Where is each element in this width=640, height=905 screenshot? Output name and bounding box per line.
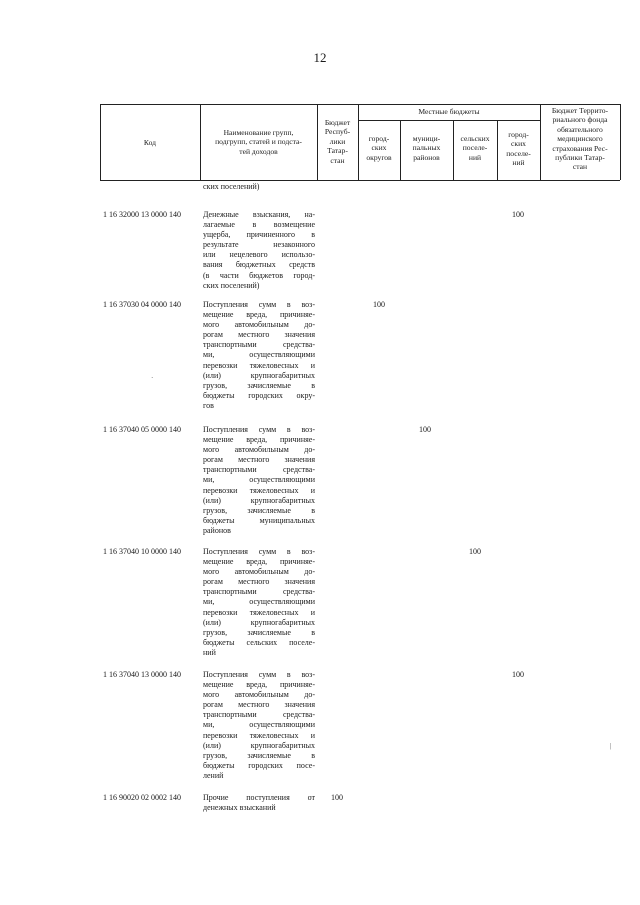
- scan-mark: ·: [151, 374, 154, 382]
- continuation-text: ских поселений): [203, 182, 260, 191]
- header-local-budgets: Местные бюджеты: [418, 107, 480, 116]
- header-code: Код: [143, 138, 157, 147]
- row-name: Прочие поступления от денежных взысканий: [203, 793, 315, 813]
- row-value-urban-settlements: 100: [512, 210, 524, 219]
- row-value-urban-settlements: 100: [512, 670, 524, 679]
- header-municipal-districts: муници- пальных районов: [412, 134, 441, 162]
- row-name: Поступления сумм в воз- мещение вреда, причиняе- мого автомобильным до- рогам местного значения транспортными средства- ми, осуществляющими перевозки тяжеловесных и (или) крупногабаритных грузов, зачисляемые в бюджеты городских окру- гов: [203, 300, 315, 410]
- scan-mark: |: [610, 742, 612, 750]
- row-name: Поступления сумм в воз- мещение вреда, причиняе- мого автомобильным до- рогам местного значения транспортными средства- ми, осуществляющими перевозки тяжеловесных и (или) крупногабаритных грузов, зачисляемые в бюджеты сельских поселе- ний: [203, 547, 315, 657]
- header-name: Наименование групп, подгрупп, статей и подста- тей доходов: [215, 128, 302, 156]
- page-number: 12: [313, 50, 327, 65]
- header-medical-fund: Бюджет Террито- риального фонда обязательного медицинского страхования Рес- публики Татар- стан: [551, 106, 609, 172]
- row-value-republic: 100: [331, 793, 343, 802]
- header-rural-settlements: сельских поселе- ний: [460, 134, 490, 162]
- row-value-rural-settlements: 100: [469, 547, 481, 556]
- row-name: Поступления сумм в воз- мещение вреда, причиняе- мого автомобильным до- рогам местного значения транспортными средства- ми, осуществляющими перевозки тяжеловесных и (или) крупногабаритных грузов, зачисляемые в бюджеты городских посе- лений: [203, 670, 315, 780]
- header-urban-districts: город- ских округов: [366, 134, 392, 162]
- row-name: Поступления сумм в воз- мещение вреда, причиняе- мого автомобильным до- рогам местного значения транспортными средства- ми, осуществляющими перевозки тяжеловесных и (или) крупногабаритных грузов, зачисляемые в бюджеты муниципальных районов: [203, 425, 315, 535]
- row-name: Денежные взыскания, на- лагаемые в возмещение ущерба, причиненного в результате незаконного или нецелевого использо- вания бюджетных средств (в части бюджетов город- ских поселений): [203, 210, 315, 290]
- row-code: 1 16 90020 02 0002 140: [103, 793, 181, 802]
- header-urban-settlements: город- ских поселе- ний: [506, 130, 531, 168]
- row-value-municipal-districts: 100: [419, 425, 431, 434]
- row-code: 1 16 37040 13 0000 140: [103, 670, 181, 679]
- header-republic-budget: Бюджет Респуб- лики Татар- стан: [324, 118, 351, 165]
- row-code: 1 16 37040 05 0000 140: [103, 425, 181, 434]
- row-code: 1 16 37040 10 0000 140: [103, 547, 181, 556]
- row-code: 1 16 32000 13 0000 140: [103, 210, 181, 219]
- row-value-urban-districts: 100: [373, 300, 385, 309]
- row-code: 1 16 37030 04 0000 140: [103, 300, 181, 309]
